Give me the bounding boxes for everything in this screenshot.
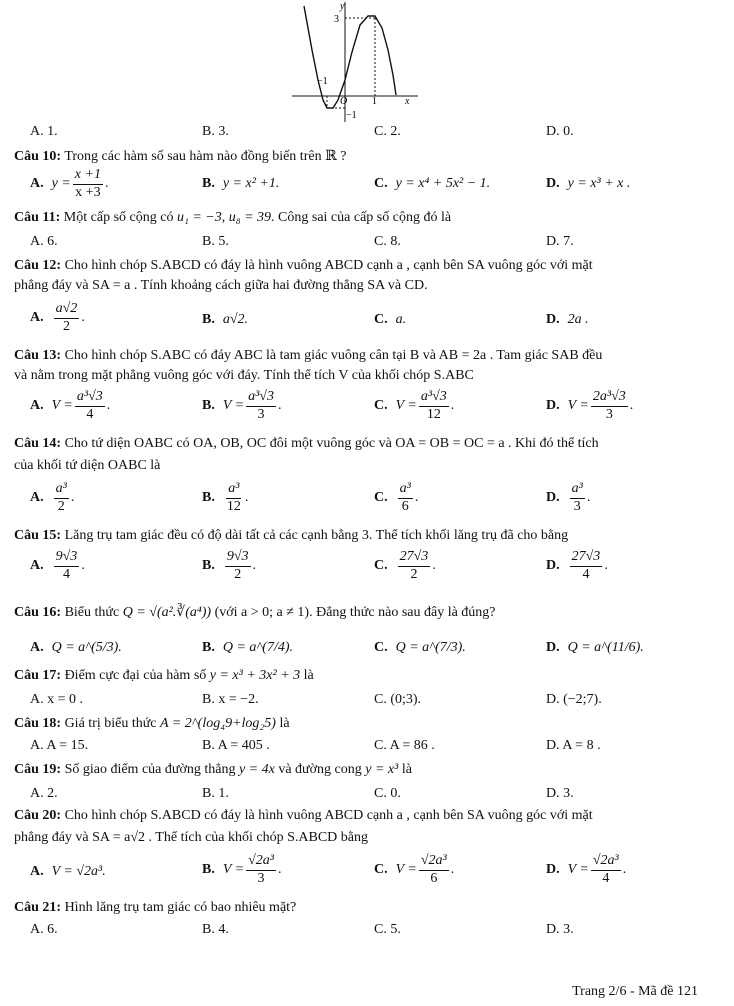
q16-option-b[interactable]: B. Q = a^(7/4).: [202, 640, 294, 655]
q13-stem-line2: và nằm trong mặt phẳng vuông góc với đáy. Tính thể tích V của khối chóp S.ABC: [14, 368, 474, 383]
q17-option-a[interactable]: A. x = 0 .: [30, 692, 84, 707]
q21-option-a[interactable]: A. 6.: [30, 922, 58, 937]
q14-stem-line2: của khối tứ diện OABC là: [14, 458, 161, 473]
q20-option-d[interactable]: D. V = $\frac{\text{√2a³}}{4}$ .: [546, 853, 627, 886]
q18-option-a[interactable]: A. A = 15.: [30, 738, 89, 753]
q9-option-b[interactable]: B. 3.: [202, 124, 229, 139]
q18-option-c[interactable]: C. A = 86 .: [374, 738, 435, 753]
y-axis-label: y: [340, 1, 345, 12]
q17-option-b[interactable]: B. x = −2.: [202, 692, 259, 707]
q21-option-b[interactable]: B. 4.: [202, 922, 229, 937]
page-footer: Trang 2/6 - Mã đề 121: [572, 984, 698, 999]
q21-option-c[interactable]: C. 5.: [374, 922, 401, 937]
q17-option-c[interactable]: C. (0;3).: [374, 692, 422, 707]
q17-stem: Câu 17: Điểm cực đại của hàm số y = x³ + 3x² + 3 là: [14, 668, 314, 683]
q15-option-c[interactable]: C. $\frac{27√3}{2}$ .: [374, 549, 436, 582]
q10-option-d[interactable]: D. y = x³ + x .: [546, 176, 631, 191]
tick-label: 3: [334, 14, 339, 25]
q15-option-b[interactable]: B. $\frac{9√3}{2}$ .: [202, 549, 257, 582]
q20-option-c[interactable]: C. V = $\frac{\text{√2a³}}{6}$ .: [374, 853, 455, 886]
q13-option-a[interactable]: A. V = $\frac{\text{a³√3}}{4}$ .: [30, 389, 111, 422]
q9-option-a[interactable]: A. 1.: [30, 124, 58, 139]
q9-option-d[interactable]: D. 0.: [546, 124, 574, 139]
q11-option-d[interactable]: D. 7.: [546, 234, 574, 249]
q15-stem: Câu 15: Lăng trụ tam giác đều có độ dài tất cả các cạnh bằng 3. Thể tích khối lăng trụ đã cho bằng: [14, 528, 569, 543]
q10-option-b[interactable]: B. y = x² +1.: [202, 176, 280, 191]
q12-option-c[interactable]: C. a.: [374, 312, 407, 327]
tick-label: 1: [372, 96, 377, 107]
q19-option-a[interactable]: A. 2.: [30, 786, 58, 801]
q11-option-c[interactable]: C. 8.: [374, 234, 401, 249]
question-number: Câu 10:: [14, 149, 62, 164]
q10-stem: [14, 148, 346, 165]
q19-option-c[interactable]: C. 0.: [374, 786, 401, 801]
q15-option-d[interactable]: D. $\frac{27√3}{4}$ .: [546, 549, 608, 582]
q18-stem: Câu 18: Giá trị biểu thức A = 2^(log₄9+log₂5) là: [14, 716, 290, 731]
q20-option-a[interactable]: A. V = √2a³.: [30, 864, 106, 879]
q20-option-b[interactable]: B. V = $\frac{\text{√2a³}}{3}$ .: [202, 853, 282, 886]
q15-option-a[interactable]: A. $\frac{9√3}{4}$ .: [30, 549, 85, 582]
q12-stem: Câu 12: Cho hình chóp S.ABCD có đáy là hình vuông ABCD cạnh a , cạnh bên SA vuông góc với mặt: [14, 258, 593, 273]
q20-stem: Câu 20: Cho hình chóp S.ABCD có đáy là hình vuông ABCD cạnh a , cạnh bên SA vuông góc với mặt: [14, 808, 593, 823]
tick-label: −1: [317, 76, 328, 87]
tick-label: −1: [346, 110, 357, 121]
x-axis-label: x: [405, 96, 410, 107]
q12-option-a[interactable]: A. $\frac{a√2}{2}$ .: [30, 301, 85, 334]
q19-option-b[interactable]: B. 1.: [202, 786, 229, 801]
q16-option-c[interactable]: C. Q = a^(7/3).: [374, 640, 466, 655]
q19-option-d[interactable]: D. 3.: [546, 786, 574, 801]
cubic-function-graph: [290, 0, 420, 128]
q14-option-a[interactable]: A. $\frac{\text{a³}}{2}$ .: [30, 481, 75, 514]
q11-option-b[interactable]: B. 5.: [202, 234, 229, 249]
q12-option-b[interactable]: B. a√2.: [202, 312, 249, 327]
q18-option-b[interactable]: B. A = 405 .: [202, 738, 270, 753]
origin-label: O: [340, 96, 348, 107]
q11-stem: Câu 11: Một cấp số cộng có u₁ = −3, u₈ = 39. Công sai của cấp số cộng đó là: [14, 210, 452, 225]
q10-option-c[interactable]: C. y = x⁴ + 5x² − 1.: [374, 176, 491, 191]
q19-stem: Câu 19: Số giao điểm của đường thẳng y = 4x và đường cong y = x³ là: [14, 762, 412, 777]
q13-stem: Câu 13: Cho hình chóp S.ABC có đáy ABC là tam giác vuông cân tại B và AB = 2a . Tam giác SAB đều: [14, 348, 603, 363]
curve: [304, 6, 396, 108]
q9-option-c[interactable]: C. 2.: [374, 124, 401, 139]
q20-stem-line2: phẳng đáy và SA = a√2 . Thể tích của khối chóp S.ABCD bằng: [14, 830, 368, 845]
q16-option-a[interactable]: A. Q = a^(5/3).: [30, 640, 122, 655]
q13-option-d[interactable]: D. V = $\frac{\text{2a³√3}}{3}$ .: [546, 389, 634, 422]
q14-option-b[interactable]: B. $\frac{\text{a³}}{12}$ .: [202, 481, 249, 514]
q21-option-d[interactable]: D. 3.: [546, 922, 574, 937]
q14-stem: Câu 14: Cho tứ diện OABC có OA, OB, OC đôi một vuông góc và OA = OB = OC = a . Khi đó thể tích: [14, 436, 599, 451]
q12-option-d[interactable]: D. 2a .: [546, 312, 589, 327]
q16-option-d[interactable]: D. Q = a^(11/6).: [546, 640, 644, 655]
q14-option-c[interactable]: C. $\frac{\text{a³}}{6}$ .: [374, 481, 419, 514]
q17-option-d[interactable]: D. (−2;7).: [546, 692, 602, 707]
q16-stem: Câu 16: Biểu thức Q = √(a².∛(a⁴)) (với a > 0; a ≠ 1). Đẳng thức nào sau đây là đúng?: [14, 605, 496, 620]
q13-option-c[interactable]: C. V = $\frac{\text{a³√3}}{12}$ .: [374, 389, 455, 422]
q18-option-d[interactable]: D. A = 8 .: [546, 738, 601, 753]
q10-option-a[interactable]: A. y = $\frac{x +1}{x +3}$ .: [30, 167, 109, 200]
q13-option-b[interactable]: B. V = $\frac{\text{a³√3}}{3}$ .: [202, 389, 282, 422]
q12-stem-line2: phẳng đáy và SA = a . Tính khoảng cách giữa hai đường thẳng SA và CD.: [14, 278, 428, 293]
q21-stem: Câu 21: Hình lăng trụ tam giác có bao nhiêu mặt?: [14, 900, 297, 915]
q14-option-d[interactable]: D. $\frac{\text{a³}}{3}$ .: [546, 481, 591, 514]
question-text: Trong các hàm số sau hàm nào đồng biến trên ℝ ?: [64, 149, 347, 164]
q11-option-a[interactable]: A. 6.: [30, 234, 58, 249]
